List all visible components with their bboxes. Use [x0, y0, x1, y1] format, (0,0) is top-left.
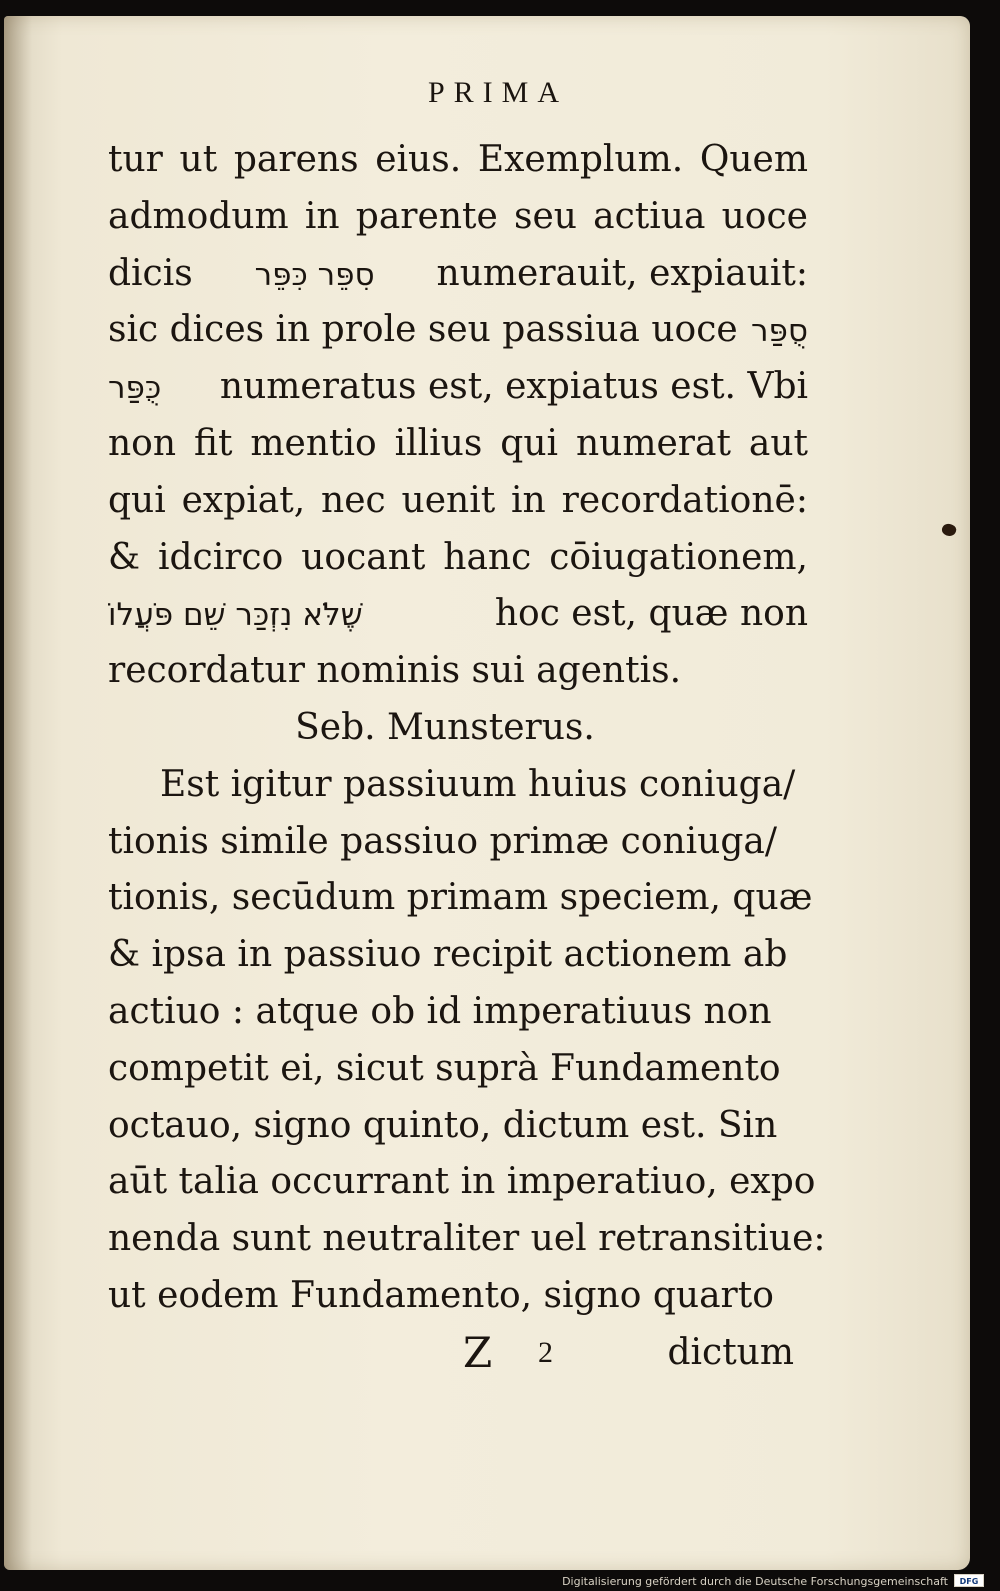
running-header: PRIMA: [427, 76, 569, 109]
book-page: [4, 16, 970, 1570]
paragraph-line: & ipsa in passiuo recipit actionem ab: [108, 934, 788, 976]
text-line: & idcirco uocant hanc cōiugationem,: [108, 536, 808, 578]
paragraph-line: actiuo : atque ob id imperatiuus non: [108, 990, 772, 1032]
dfg-logo: DFG: [954, 1574, 984, 1587]
hebrew-word: סֻפַּר: [751, 313, 808, 350]
text-line: non fit mentio illius qui numerat aut: [108, 422, 808, 464]
line-text: numeratus est, expiatus est. Vbi: [219, 366, 808, 408]
text-line-with-hebrew: [108, 302, 808, 359]
ink-stain: [940, 522, 957, 538]
paragraph-line: nenda sunt neutraliter uel retransitiue:: [108, 1218, 826, 1260]
text-line-with-hebrew: [108, 246, 808, 303]
line-text: hoc est, quæ non: [494, 593, 808, 635]
paragraph-line: competit ei, sicut suprà Fundamento: [108, 1047, 781, 1089]
hebrew-word: סִפֵּר כִּפֵּר: [254, 256, 375, 293]
funding-credit: Digitalisierung gefördert durch die Deutsche Forschungsgemeinschaft: [562, 1575, 948, 1588]
hebrew-phrase: שֶׁלֹּא נִזְכַּר שֵׁם פֹּעֲלוֹ: [108, 597, 363, 634]
hebrew-word: כֻּפַּר: [108, 370, 162, 407]
paragraph-line: ut eodem Fundamento, signo quarto: [108, 1274, 774, 1316]
body-text: [108, 132, 826, 1382]
text-line: recordatur nominis sui agentis.: [108, 650, 682, 692]
signature-number: 2: [538, 1335, 553, 1369]
paragraph-line: octauo, signo quinto, dictum est. Sin: [108, 1104, 778, 1146]
text-line-with-hebrew: [108, 359, 808, 416]
paragraph-line: tionis simile passiuo primæ coniuga/: [108, 820, 777, 862]
signature-letter: Z: [463, 1327, 493, 1377]
catchword: dictum: [667, 1331, 794, 1373]
paragraph-line: tionis, secūdum primam speciem, quæ: [108, 877, 813, 919]
author-heading: Seb. Munsterus.: [295, 706, 595, 748]
text-line-with-hebrew: [108, 586, 808, 643]
paragraph-line: aūt talia occurrant in imperatiuo, expo: [108, 1161, 816, 1203]
line-text: dicis: [108, 252, 193, 294]
line-text: sic dices in prole seu passiua uoce: [108, 309, 738, 351]
credit-bar: [0, 1570, 1000, 1591]
line-text: numerauit, expiauit:: [436, 252, 808, 294]
gutter-shadow: [4, 16, 32, 1570]
paragraph-line: Est igitur passiuum huius coniuga/: [160, 763, 796, 805]
text-line: admodum in parente seu actiua uoce: [108, 195, 808, 237]
signature-line: [108, 1325, 808, 1382]
text-line: tur ut parens eius. Exemplum. Quem: [108, 139, 808, 180]
text-line: qui expiat, nec uenit in recordationē:: [108, 479, 808, 521]
